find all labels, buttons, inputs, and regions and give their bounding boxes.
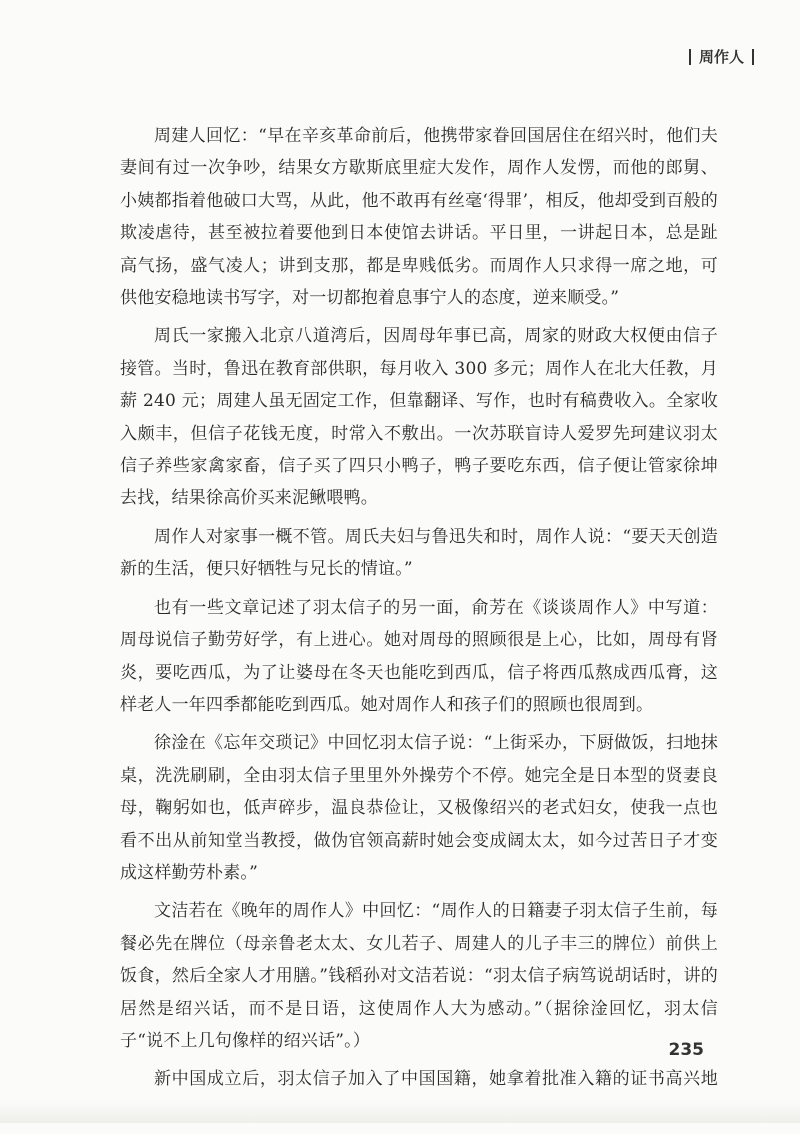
header-left-bar [689, 49, 691, 65]
paragraph: 周建人回忆：“早在辛亥革命前后，他携带家眷回国居住在绍兴时，他们夫妻间有过一次争吵，结果女方歇斯底里症大发作，周作人发愣，而他的郎舅、小姨都指着他破口大骂，从此，他不敢再有丝毫‘得罪’，相反，他却受到百般的欺凌虐待，甚至被拉着要他到日本使馆去讲话。平日里，一讲起日本，总是趾高气扬，盛气凌人；讲到支那，都是卑贱低劣。而周作人只求得一席之地，可供他安稳地读书写字，对一切都抱着息事宁人的态度，逆来顺受。” [120, 126, 718, 309]
page-bottom-edge [0, 1101, 800, 1123]
page-body [120, 120, 718, 1134]
paragraph: 新中国成立后，羽太信子加入了中国国籍，她拿着批准入籍的证书高兴地 [154, 1069, 718, 1090]
running-header [689, 46, 754, 67]
paragraph: 周作人对家事一概不管。周氏夫妇与鲁迅失和时，周作人说：“要天天创造新的生活，便只好牺牲与兄长的情谊。” [120, 526, 718, 580]
header-title: 周作人 [698, 48, 744, 66]
paragraph: 徐淦在《忘年交琐记》中回忆羽太信子说：“上街采办，下厨做饭，扫地抹桌，洗洗刷刷，全由羽太信子里里外外操劳个不停。她完全是日本型的贤妻良母，鞠躬如也，低声碎步，温良恭俭让，又极像绍兴的老式妇女，使我一点也看不出从前知堂当教授，做伪官领高薪时她会变成阔太太，如今过苦日子才变成这样勤劳朴素。” [120, 733, 718, 883]
paragraph: 也有一些文章记述了羽太信子的另一面，俞芳在《谈谈周作人》中写道：周母说信子勤劳好学，有上进心。她对周母的照顾很是上心，比如，周母有肾炎，要吃西瓜，为了让婆母在冬天也能吃到西瓜，信子将西瓜熬成西瓜膏，这样老人一年四季都能吃到西瓜。她对周作人和孩子们的照顾也很周到。 [120, 597, 718, 715]
header-right-bar [752, 49, 754, 65]
paragraph: 周氏一家搬入北京八道湾后，因周母年事已高，周家的财政大权便由信子接管。当时，鲁迅在教育部供职，每月收入 300 多元；周作人在北大任教，月薪 240 元；周建人虽无固定工作，但靠翻译、写作，也时有稿费收入。全家收入颇丰，但信子花钱无度，时常入不敷出。一次苏联盲诗人爱罗先珂建议羽太信子养些家禽家畜，信子买了四只小鸭子，鸭子要吃东西，信子便让管家徐坤去找，结果徐高价买来泥鳅喂鸭。 [120, 326, 718, 509]
page-number: 235 [668, 1040, 704, 1060]
paragraph: 文洁若在《晚年的周作人》中回忆：“周作人的日籍妻子羽太信子生前，每餐必先在牌位（母亲鲁老太太、女儿若子、周建人的儿子丰三的牌位）前供上饭食，然后全家人才用膳。”钱稻孙对文洁若说：“羽太信子病笃说胡话时，讲的居然是绍兴话，而不是日语，这使周作人大为感动。”（据徐淦回忆，羽太信子“说不上几句像样的绍兴话”。） [120, 901, 718, 1051]
